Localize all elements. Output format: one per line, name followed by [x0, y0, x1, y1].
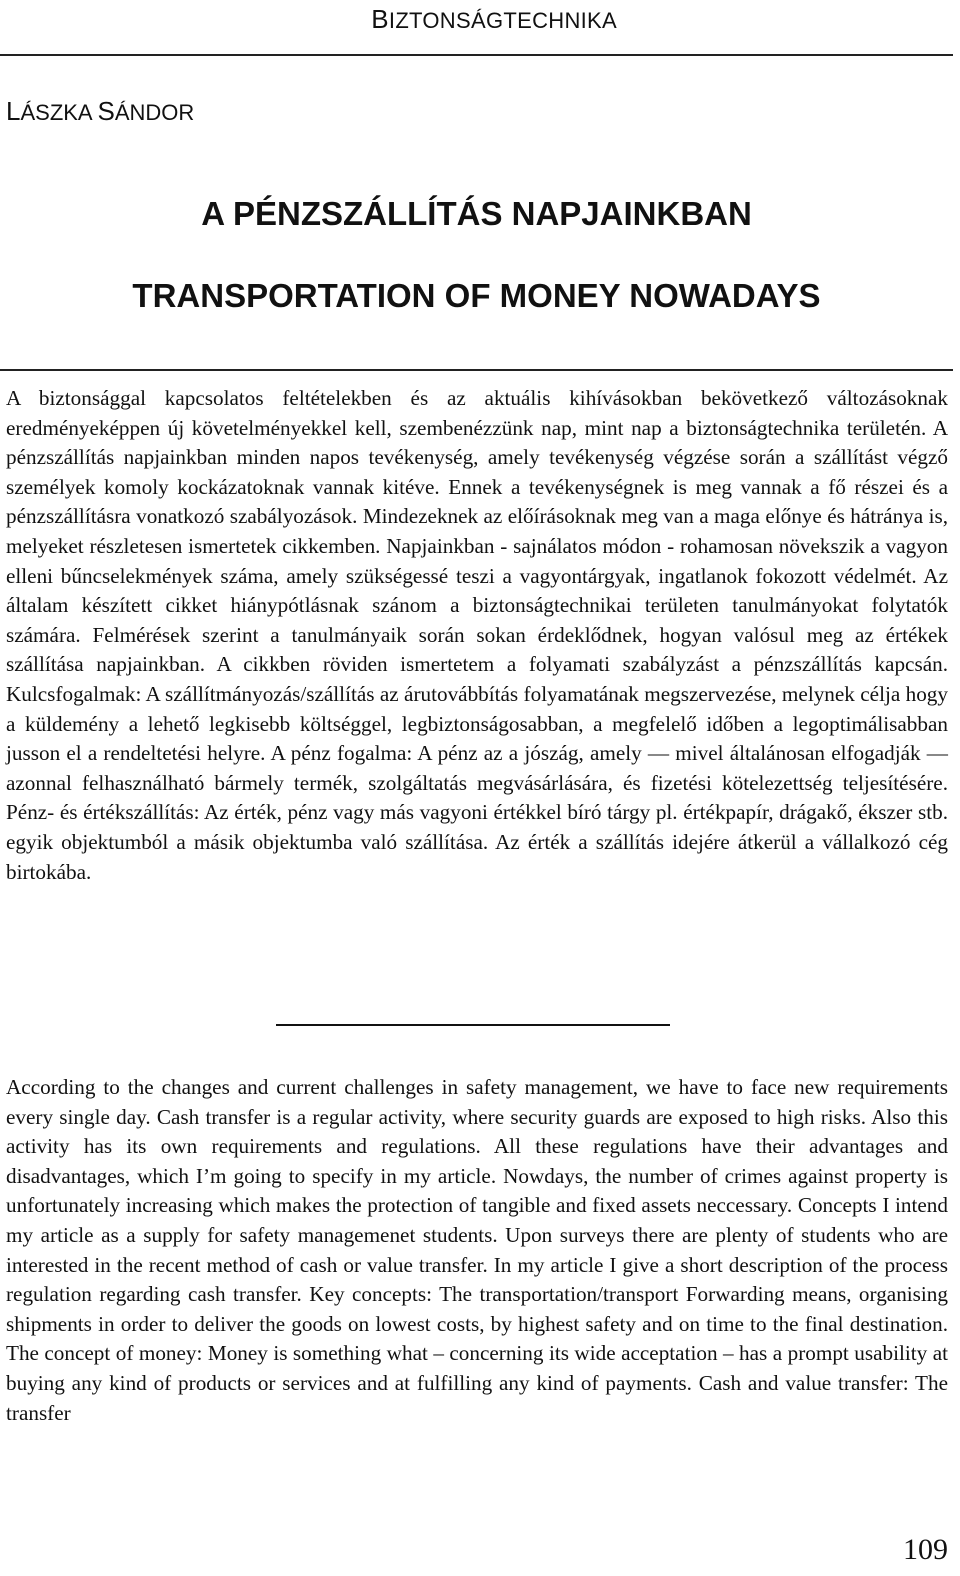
author-rest-1: ÁSZKA [20, 100, 98, 125]
journal-title-rest: IZTONSÁGTECHNIKA [388, 8, 617, 33]
author-initial-2: S [97, 96, 115, 126]
title-divider [0, 369, 953, 371]
abstract-hungarian: A biztonsággal kapcsolatos feltételekben és az aktuális kihívásokban bekövetkező változásoknak eredményeképpen új követelményekkel kell, szembenézzünk nap, mint nap a biztonságtechnika területén. A pénzszállítás napjainkban minden napos tevékenység, amely tevékenység végzése során a szállítást végző személyek komoly kockázatoknak vannak kitéve. Ennek a tevékenységnek is meg vannak a fő részei és a pénzszállításra vonatkozó szabályozások. Mindezeknek az előírásoknak meg van a maga előnye és hátránya is, melyeket részletesen ismertetek cikkemben. Napjainkban - sajnálatos módon - rohamosan növekszik a vagyon elleni bűncselekmények száma, amely szükségessé teszi a vagyontárgyak, ingatlanok fokozott védelmét. Az általam készített cikket hiánypótlásnak szánom a biztonságtechnikai területen tanulmányokat folytatók számára. Felmérések szerint a tanulmányaik során sokan érdeklődnek, hogyan valósul meg az értékek szállítása napjainkban. A cikkben röviden ismertetem a folyamati szabályzást a pénzszállítás kapcsán. Kulcsfogalmak: A szállítmányozás/szállítás az árutovábbítás folyamatának megszervezése, melynek célja hogy a küldemény a lehető legkisebb költséggel, legbiztonságosabban, a megfelelő időben a legoptimálisabban jusson el a rendeltetési helyre. A pénz fogalma: A pénz az a jószág, amely — mivel általánosan elfogadják — azonnal felhasználható bármely termék, szolgáltatás megvásárlására, és fizetési kötelezettség teljesítésére. Pénz- és értékszállítás: Az érték, pénz vagy más vagyoni értékkel bíró tárgy pl. értékpapír, drágakő, ékszer stb. egyik objektumból a másik objektumba való szállítása. Az érték a szállítás idejére átkerül a vállalkozó cég birtokába. [6, 386, 948, 884]
article-title-hungarian: A PÉNZSZÁLLÍTÁS NAPJAINKBAN [201, 195, 752, 232]
abstract-separator [276, 1024, 670, 1026]
author-initial-1: L [6, 96, 21, 126]
author-name [6, 96, 194, 127]
article-title-english: TRANSPORTATION OF MONEY NOWADAYS [132, 277, 821, 314]
abstract-english: According to the changes and current challenges in safety management, we have to face new requirements every single day. Cash transfer is a regular activity, where security guards are exposed to high risks. Also this activity has its own requirements and regulations. All these regulations have their advantages and disadvantages, which I’m going to specify in my article. Nowdays, the number of crimes against property is unfortunately increasing which makes the protection of tangible and fixed assets neccessary. Concepts I intend my article as a supply for safety managemenet students. Upon surveys there are plenty of students who are interested in the recent method of cash or value transfer. In my article I give a short description of the process regulation regarding cash transfer. Key concepts: The transportation/transport Forwarding means, organising shipments in order to deliver the goods on lowest costs, by highest safety and on time to the final destination. The concept of money: Money is something what – concerning its wide acceptation – has a prompt usability at buying any kind of products or services and at fulfilling any kind of payments. Cash and value transfer: The transfer [6, 1075, 948, 1425]
author-rest-2: ÁNDOR [114, 100, 195, 125]
journal-section-title [371, 4, 617, 35]
running-header [0, 0, 953, 56]
journal-initial: B [371, 4, 389, 34]
page-number: 109 [903, 1533, 948, 1566]
